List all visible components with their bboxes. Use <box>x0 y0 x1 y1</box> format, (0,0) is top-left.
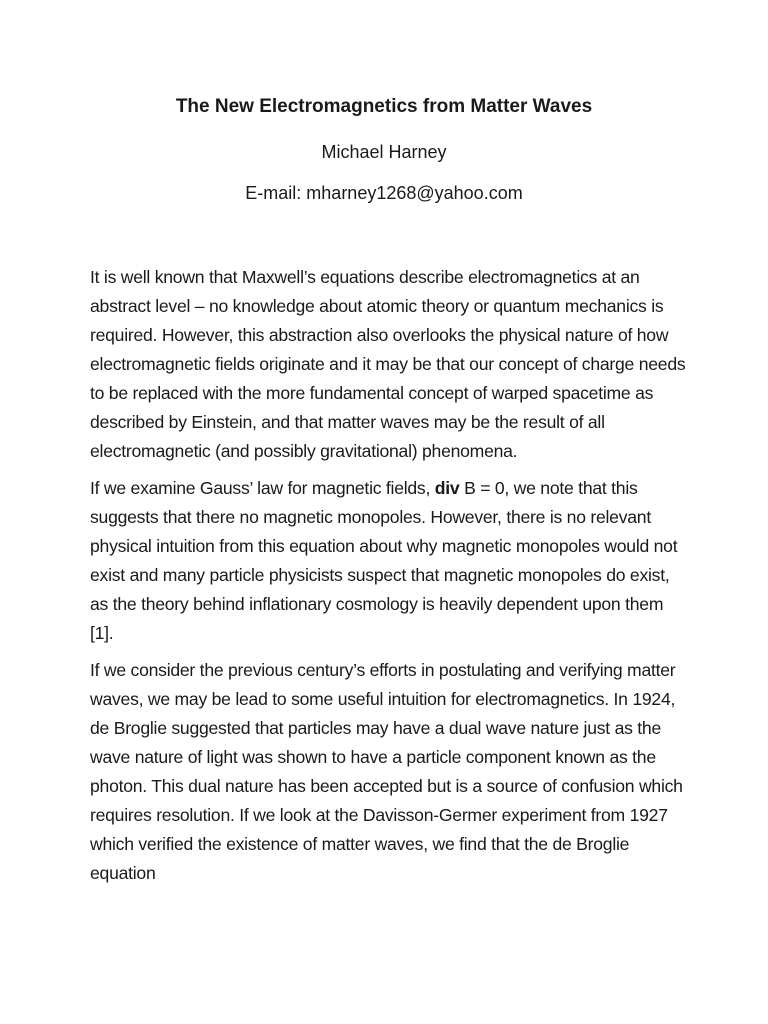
paragraph-2-text-start: If we examine Gauss’ law for magnetic fields, <box>90 478 435 498</box>
paragraph-3: If we consider the previous century’s efforts in postulating and verifying matter waves, we may be lead to some useful intuition for electromagnetics. In 1924, de Broglie suggested that particles may have a dual wave nature just as the wave nature of light was shown to have a particle component known as the photon. This dual nature has been accepted but is a source of confusion which requires resolution. If we look at the Davisson-Germer experiment from 1927 which verified the existence of matter waves, we find that the de Broglie equation <box>90 660 683 883</box>
author-email: E-mail: mharney1268@yahoo.com <box>245 183 523 203</box>
paper-title: The New Electromagnetics from Matter Waves <box>175 96 593 117</box>
paper-body <box>90 263 690 896</box>
paragraph-2-text-end: B = 0, we note that this suggests that there no magnetic monopoles. However, there is no relevant physical intuition from this equation about why magnetic monopoles would not exist and many particle physicists suspect that magnetic monopoles do exist, as the theory behind inflationary cosmology is heavily dependent upon them [1]. <box>90 478 678 643</box>
author-name: Michael Harney <box>321 142 447 162</box>
paragraph-1: It is well known that Maxwell’s equations describe electromagnetics at an abstract level – no knowledge about atomic theory or quantum mechanics is required. However, this abstraction also overlooks the physical nature of how electromagnetic fields originate and it may be that our concept of charge needs to be replaced with the more fundamental concept of warped spacetime as described by Einstein, and that matter waves may be the result of all electromagnetic (and possibly gravitational) phenomena. <box>90 267 686 461</box>
paragraph-2 <box>90 474 690 648</box>
div-operator: div <box>434 478 460 498</box>
